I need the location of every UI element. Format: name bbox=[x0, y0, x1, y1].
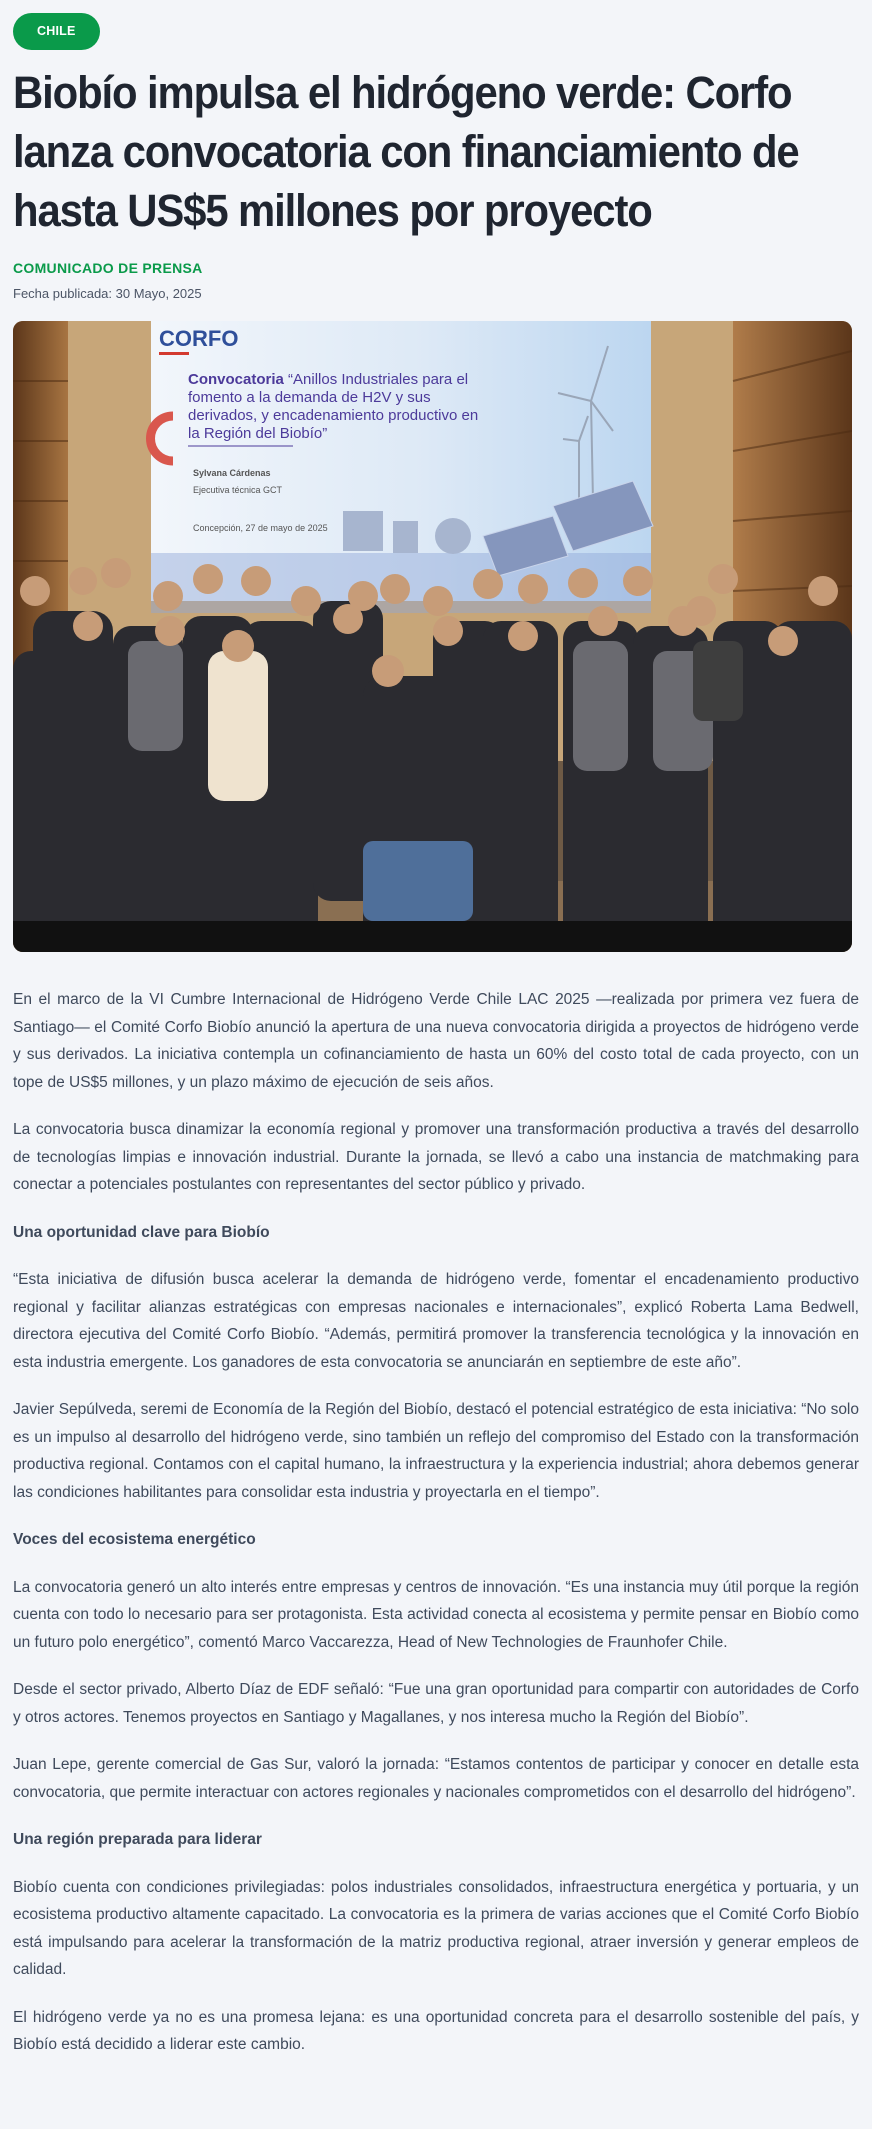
section-heading: Una oportunidad clave para Biobío bbox=[13, 1223, 270, 1241]
slide-place-date: Concepción, 27 de mayo de 2025 bbox=[193, 523, 328, 533]
slide-title-rest: “Anillos Industriales para el bbox=[283, 371, 469, 388]
body-paragraph: En el marco de la VI Cumbre Internacional de Hidrógeno Verde Chile LAC 2025 —realizada por primera vez fuera de Santiago— el Comité Corfo Biobío anunció la apertura de una nueva convocatoria dirigida a proyectos de hidrógeno verde y sus derivados. La iniciativa contempla un cofinanciamiento de hasta un 60% del costo total de cada proyecto, con un tope de US$5 millones, y un plazo máximo de ejecución de seis años. bbox=[13, 991, 859, 1091]
corfo-logo: CORFO bbox=[159, 326, 239, 351]
slide-line-2: derivados, y encadenamiento productivo en bbox=[188, 407, 479, 424]
article-body bbox=[13, 986, 859, 2059]
publish-date: Fecha publicada: 30 Mayo, 2025 bbox=[13, 286, 202, 301]
slide-title-strong: Convocatoria bbox=[188, 371, 284, 388]
presenter-name: Sylvana Cárdenas bbox=[193, 468, 271, 478]
section-heading: Voces del ecosistema energético bbox=[13, 1531, 256, 1548]
body-paragraph: “Esta iniciativa de difusión busca acelerar la demanda de hidrógeno verde, fomentar el encadenamiento productivo regional y facilitar alianzas estratégicas con empresas nacionales e internacionales”, explicó Roberta Lama Bedwell, directora ejecutiva del Comité Corfo Biobío. “Además, permitirá promover la transferencia tecnológica y la innovación en esta industria emergente. Los ganadores de esta convocatoria se anunciarán en septiembre de este año”. bbox=[13, 1271, 859, 1371]
hero-photo bbox=[13, 321, 852, 952]
body-paragraph: Javier Sepúlveda, seremi de Economía de la Región del Biobío, destacó el potencial estratégico de esta iniciativa: “No solo es un impulso al desarrollo del hidrógeno verde, sino también un reflejo del compromiso del Estado con la transformación productiva regional. Contamos con el capital humano, la infraestructura y la experiencia industrial; ahora debemos generar las condiciones habilitantes para consolidar esta industria y proyectarla en el tiempo”. bbox=[13, 1401, 859, 1501]
slide-line-3: la Región del Biobío” bbox=[188, 425, 328, 442]
category-tag[interactable]: CHILE bbox=[13, 13, 100, 50]
presenter-role: Ejecutiva técnica GCT bbox=[193, 485, 283, 495]
body-paragraph: La convocatoria busca dinamizar la economía regional y promover una transformación productiva a través del desarrollo de tecnologías limpias e innovación industrial. Durante la jornada, se llevó a cabo una instancia de matchmaking para conectar a potenciales postulantes con representantes del sector público y privado. bbox=[13, 1121, 859, 1193]
body-paragraph: La convocatoria generó un alto interés entre empresas y centros de innovación. “Es una instancia muy útil porque la región cuenta con todo lo necesario para ser protagonista. Esta actividad conecta al ecosistema y permite pensar en Biobío como un futuro polo energético”, comentó Marco Vaccarezza, Head of New Technologies de Fraunhofer Chile. bbox=[13, 1578, 859, 1651]
body-paragraph: El hidrógeno verde ya no es una promesa lejana: es una oportunidad concreta para el desarrollo sostenible del país, y Biobío está decidido a liderar este cambio. bbox=[13, 2008, 859, 2053]
body-paragraph: Desde el sector privado, Alberto Díaz de EDF señaló: “Fue una gran oportunidad para compartir con autoridades de Corfo y otros actores. Tenemos proyectos en Santiago y Magallanes, y nos interesa mucho la Región del Biobío”. bbox=[13, 1681, 859, 1726]
body-paragraph: Biobío cuenta con condiciones privilegiadas: polos industriales consolidados, infraestructura energética y portuaria, y un ecosistema productivo altamente capacitado. La convocatoria es la primera de varias acciones que el Comité Corfo Biobío está impulsando para acelerar la transformación de la matriz productiva regional, atraer inversión y generar empleos de calidad. bbox=[13, 1878, 859, 1978]
svg-text:Convocatoria “Anillos Industri bbox=[188, 371, 468, 388]
section-heading: Una región preparada para liderar bbox=[13, 1831, 262, 1848]
press-release-label: COMUNICADO DE PRENSA bbox=[13, 260, 203, 276]
hero-photo-illustration bbox=[13, 321, 852, 952]
body-paragraph: Juan Lepe, gerente comercial de Gas Sur, valoró la jornada: “Estamos contentos de participar y conocer en detalle esta convocatoria, que permite interactuar con actores regionales y nacionales comprometidos con el desarrollo del hidrógeno”. bbox=[13, 1756, 859, 1801]
slide-line-1: fomento a la demanda de H2V y sus bbox=[188, 389, 431, 406]
headline: Biobío impulsa el hidrógeno verde: Corfo lanza convocatoria con financiamiento de hasta US$5 millones por proyecto bbox=[13, 67, 799, 236]
